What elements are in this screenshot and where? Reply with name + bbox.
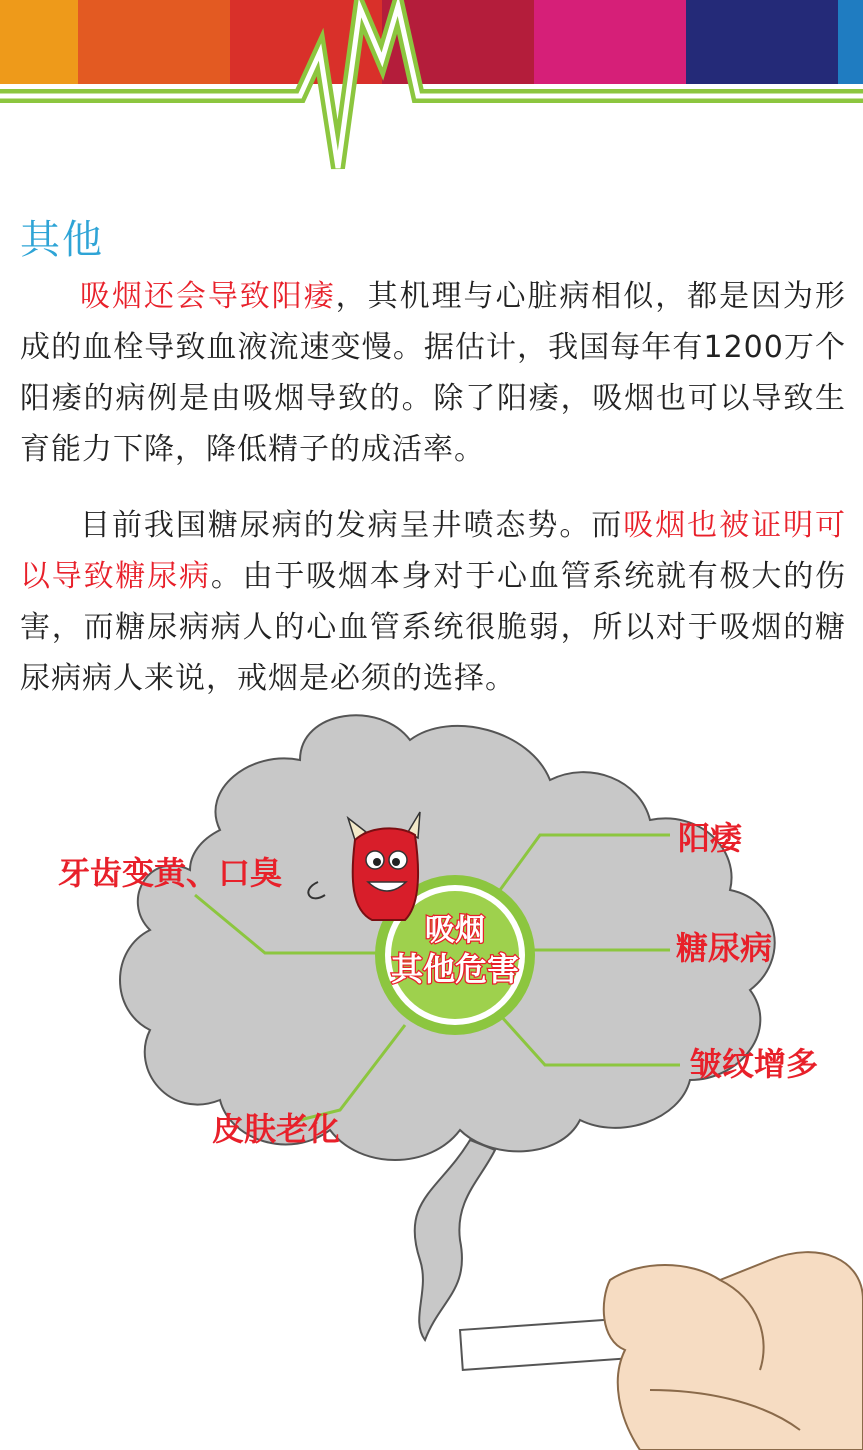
label-skin: 皮肤老化 [212,1110,341,1148]
band-magenta [534,0,686,84]
hand-icon [604,1252,863,1450]
highlight-impotence: 吸烟还会导致阳痿 [80,279,336,314]
band-orange [0,0,78,84]
center-label-line2: 其他危害 [390,950,520,988]
band-blue [838,0,863,84]
label-teeth: 牙齿变黄、口臭 [58,854,283,892]
band-red-orange [78,0,230,84]
smoke-mindmap-illustration [0,700,863,1450]
paragraph-impotence [20,271,846,475]
paragraph-diabetes-text: 。由于吸烟本身对于心血管系统就有极大的伤害，而糖尿病病人的心血管系统很脆弱，所以对于吸烟的糖尿病病人来说，戒烟是必须的选择。 [20,559,847,696]
paragraph-impotence-text: ，其机理与心脏病相似，都是因为形成的血栓导致血液流速变慢。据估计，我国每年有1200万个阳痿的病例是由吸烟导致的。除了阳痿，吸烟也可以导致生育能力下降，降低精子的成活率。 [20,279,847,467]
band-navy [686,0,838,84]
header-banner [0,0,863,180]
section-title: 其他 [20,217,104,263]
label-wrinkles: 皱纹增多 [690,1045,819,1083]
label-impotence: 阳痿 [678,819,743,857]
highlight-diabetes: 吸烟也被证明可以导致糖尿病 [20,508,847,594]
center-label-line1: 吸烟 [425,913,485,948]
label-diabetes: 糖尿病 [676,929,773,967]
paragraph-diabetes [20,500,846,704]
paragraph-diabetes-intro: 目前我国糖尿病的发病呈井喷态势。而 [80,508,624,543]
